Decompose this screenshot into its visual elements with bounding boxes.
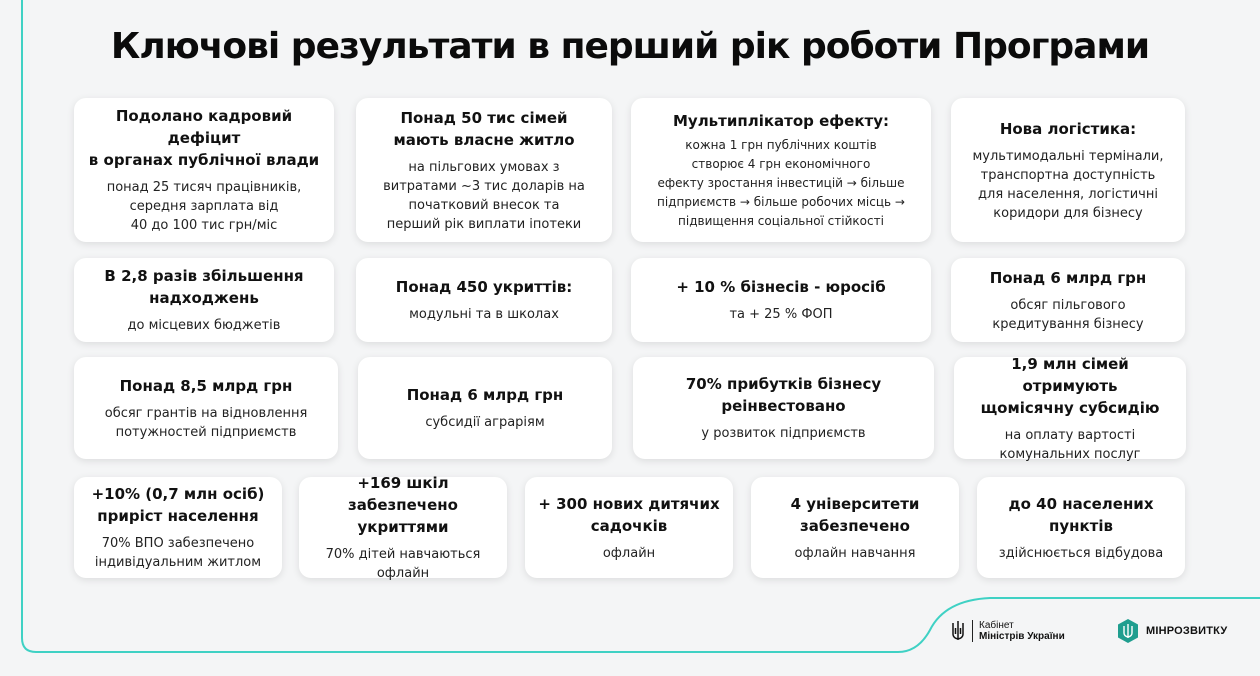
- card-grants: [74, 357, 338, 459]
- card-logistics: [951, 98, 1185, 242]
- cabinet-logo: [950, 620, 1065, 642]
- card-text: на пільгових умовах з витратами ~3 тис доларів на початковий внесок та перший рік виплати іпотеки: [383, 159, 585, 232]
- card-agro-subsidies: [358, 357, 612, 459]
- card-businesses: [631, 258, 931, 342]
- card-text: у розвиток підприємств: [701, 426, 866, 441]
- card-text: кожна 1 грн публічних коштів створює 4 грн економічного ефекту зростання інвестицій → більше підприємств → більше робочих місць → підвищення соціальної стійкості: [657, 137, 905, 228]
- card-heading: +10% (0,7 млн осіб) приріст населення: [91, 485, 265, 525]
- card-text: та + 25 % ФОП: [729, 307, 833, 322]
- card-text: обсяг грантів на відновлення потужностей підприємств: [104, 405, 308, 440]
- card-text: офлайн навчання: [794, 545, 916, 561]
- card-text: на оплату вартості комунальних послуг: [999, 427, 1141, 462]
- logo-divider: [972, 620, 973, 642]
- card-credit: [951, 258, 1185, 342]
- card-heading: Понад 8,5 млрд грн: [119, 376, 293, 395]
- card-heading: до 40 населених пунктів: [1008, 494, 1154, 535]
- card-revenue-increase: [74, 258, 334, 342]
- ministry-name: МІНРОЗВИТКУ: [1146, 625, 1228, 637]
- card-heading: +169 шкіл забезпечено укриттями: [348, 474, 458, 536]
- card-heading: Нова логістика:: [999, 119, 1137, 138]
- card-staff-deficit: [74, 98, 334, 242]
- ministry-logo: [1116, 618, 1227, 644]
- card-heading: + 300 нових дитячих садочків: [538, 494, 720, 535]
- card-utility-subsidy: [954, 354, 1186, 462]
- card-text: здійснюється відбудова: [998, 545, 1164, 561]
- card-settlements: [977, 477, 1185, 578]
- card-text: модульні та в школах: [409, 307, 559, 322]
- footer-logos: [950, 618, 1240, 648]
- card-heading: + 10 % бізнесів - юросіб: [676, 278, 886, 296]
- cabinet-line2: Міністрів України: [979, 631, 1065, 642]
- cabinet-line1: Кабінет: [979, 620, 1014, 631]
- card-text: субсидії аграріям: [425, 415, 545, 430]
- card-text: обсяг пільгового кредитування бізнесу: [992, 297, 1144, 332]
- card-text: офлайн: [602, 545, 656, 561]
- card-heading: Понад 450 укриттів:: [395, 278, 573, 296]
- card-text: до місцевих бюджетів: [127, 318, 281, 333]
- card-heading: Мультиплікатор ефекту:: [672, 111, 889, 130]
- trident-badge-icon: [1116, 618, 1140, 644]
- card-multiplier: [631, 98, 931, 242]
- card-reinvestment: [633, 357, 934, 459]
- card-population: [74, 477, 282, 578]
- card-schools: [299, 474, 507, 581]
- card-text: мультимодальні термінали, транспортна доступність для населення, логістичні коридори для бізнесу: [972, 148, 1164, 221]
- card-heading: Подолано кадровий дефіцит в органах публічної влади: [88, 107, 320, 169]
- page-title: Ключові результати в перший рік роботи Програми: [110, 26, 1150, 67]
- card-heading: Понад 6 млрд грн: [989, 268, 1147, 287]
- card-kindergartens: [525, 477, 733, 578]
- card-heading: В 2,8 разів збільшення надходжень: [104, 267, 304, 307]
- card-text: 70% дітей навчаються офлайн: [325, 547, 481, 581]
- card-heading: Понад 6 млрд грн: [406, 386, 564, 404]
- card-housing: [356, 98, 612, 242]
- card-text: понад 25 тисяч працівників, середня зарплата від 40 до 100 тис грн/міс: [106, 180, 302, 233]
- trident-icon: [950, 620, 966, 642]
- cabinet-logo-text: [979, 620, 1065, 642]
- card-heading: Понад 50 тис сімей мають власне житло: [393, 108, 575, 149]
- card-shelters: [356, 258, 612, 342]
- card-text: 70% ВПО забезпечено індивідуальним житлом: [94, 536, 262, 570]
- card-heading: 70% прибутків бізнесу реінвестовано: [685, 375, 882, 415]
- card-universities: [751, 477, 959, 578]
- card-heading: 1,9 млн сімей отримують щомісячну субсидію: [980, 354, 1160, 417]
- card-heading: 4 університети забезпечено: [790, 494, 920, 535]
